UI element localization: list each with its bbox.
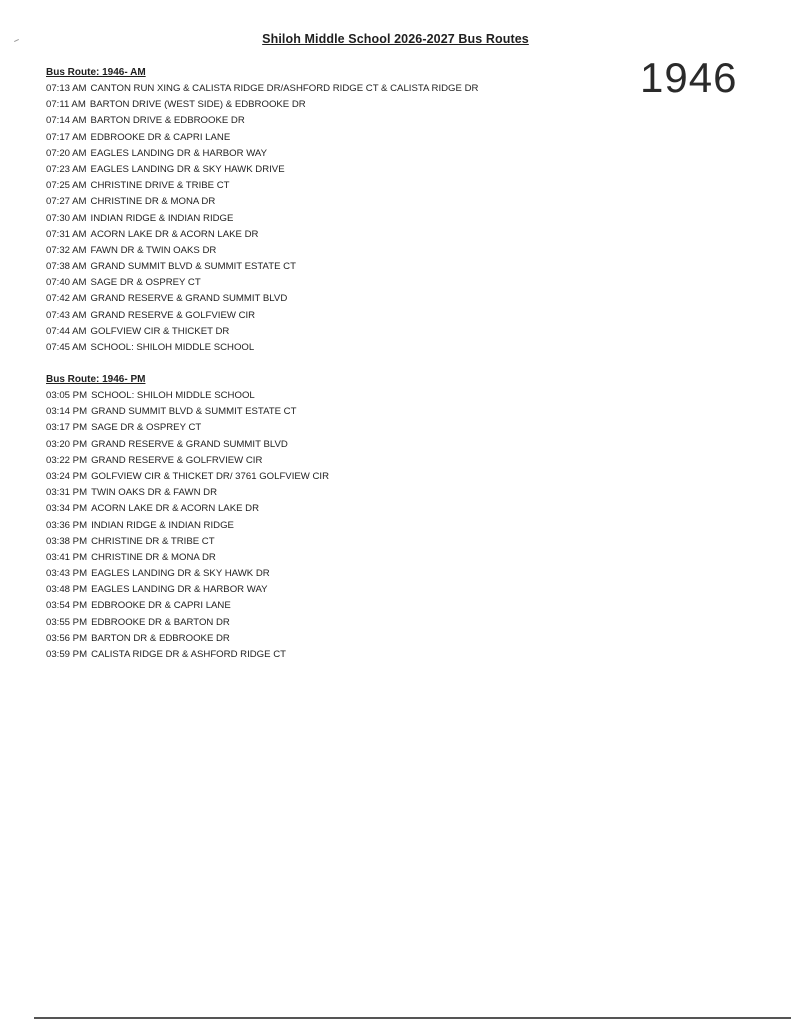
- am-stop-row: [46, 291, 478, 307]
- stop-location: ACORN LAKE DR & ACORN LAKE DR: [90, 228, 259, 240]
- am-stop-row: [46, 97, 478, 113]
- stop-time: 07:14 AM: [46, 115, 87, 127]
- stop-time: 03:36 PM: [46, 519, 88, 531]
- stop-location: GRAND RESERVE & GOLFVIEW CIR: [90, 309, 256, 321]
- am-stop-row: [46, 308, 478, 324]
- stop-time: 03:43 PM: [46, 568, 88, 580]
- stop-time: 07:17 AM: [46, 131, 87, 143]
- pm-stop-row: [46, 501, 329, 517]
- stop-location: EDBROOKE DR & BARTON DR: [91, 616, 230, 628]
- stop-location: SCHOOL: SHILOH MIDDLE SCHOOL: [90, 342, 255, 353]
- stop-location: TWIN OAKS DR & FAWN DR: [91, 487, 218, 499]
- stop-time: 07:32 AM: [46, 244, 87, 256]
- stop-time: 03:38 PM: [46, 535, 88, 547]
- stop-time: 03:14 PM: [46, 406, 88, 418]
- stop-time: 07:20 AM: [46, 147, 87, 159]
- am-stop-row: [46, 194, 478, 210]
- am-stop-row: [46, 178, 478, 194]
- pm-stop-row: [46, 420, 329, 436]
- stop-time: 03:56 PM: [46, 632, 88, 644]
- route-number: 1946: [640, 54, 738, 101]
- stop-location: SAGE DR & OSPREY CT: [91, 422, 202, 434]
- pm-stop-row: [46, 631, 329, 647]
- bottom-rule: [34, 1017, 791, 1019]
- stop-location: GOLFVIEW CIR & THICKET DR/ 3761 GOLFVIEW CIR: [91, 470, 330, 482]
- stop-time: 07:31 AM: [46, 228, 87, 240]
- stop-time: 03:24 PM: [46, 470, 88, 482]
- pm-stop-row: [46, 453, 329, 469]
- stop-time: 03:41 PM: [46, 551, 88, 563]
- pm-stop-row: [46, 534, 329, 550]
- stop-location: EDBROOKE DR & CAPRI LANE: [91, 600, 231, 612]
- stop-location: GRAND RESERVE & GRAND SUMMIT BLVD: [90, 293, 288, 305]
- pm-stop-row: [46, 469, 329, 485]
- stop-location: INDIAN RIDGE & INDIAN RIDGE: [90, 212, 234, 224]
- am-route-section: [46, 66, 478, 356]
- stop-time: 07:44 AM: [46, 325, 87, 337]
- pm-route-section: [46, 373, 329, 663]
- stop-location: CHRISTINE DRIVE & TRIBE CT: [90, 180, 230, 192]
- stop-location: CHRISTINE DR & MONA DR: [90, 196, 216, 208]
- pm-stop-row: [46, 404, 329, 420]
- stop-location: GRAND SUMMIT BLVD & SUMMIT ESTATE CT: [90, 261, 296, 273]
- stop-location: EDBROOKE DR & CAPRI LANE: [90, 131, 231, 143]
- pm-stop-row: [46, 550, 329, 566]
- stop-location: GOLFVIEW CIR & THICKET DR: [90, 325, 230, 337]
- pm-stop-row: [46, 647, 329, 663]
- stop-location: CALISTA RIDGE DR & ASHFORD RIDGE CT: [91, 649, 287, 660]
- stop-time: 07:45 AM: [46, 342, 87, 353]
- stop-time: 03:05 PM: [46, 390, 88, 401]
- stop-location: FAWN DR & TWIN OAKS DR: [90, 244, 217, 256]
- stop-time: 07:13 AM: [46, 83, 87, 94]
- pm-stop-row: [46, 582, 329, 598]
- stop-location: CHRISTINE DR & TRIBE CT: [91, 535, 215, 547]
- stop-location: EAGLES LANDING DR & SKY HAWK DR: [91, 568, 270, 580]
- stop-location: CHRISTINE DR & MONA DR: [91, 551, 216, 563]
- stop-location: CANTON RUN XING & CALISTA RIDGE DR/ASHFORD RIDGE CT & CALISTA RIDGE DR: [90, 83, 479, 94]
- stop-time: 03:34 PM: [46, 503, 88, 515]
- am-stop-row: [46, 324, 478, 340]
- am-stop-row: [46, 162, 478, 178]
- stop-location: GRAND SUMMIT BLVD & SUMMIT ESTATE CT: [91, 406, 297, 418]
- stop-location: GRAND RESERVE & GOLFRVIEW CIR: [91, 454, 263, 466]
- am-route-heading: Bus Route: 1946- AM: [46, 67, 146, 78]
- stop-time: 07:42 AM: [46, 293, 87, 305]
- pm-stop-row: [46, 388, 329, 404]
- am-stop-row: [46, 130, 478, 146]
- stop-time: 07:43 AM: [46, 309, 87, 321]
- stop-time: 03:59 PM: [46, 649, 88, 660]
- stop-time: 07:40 AM: [46, 277, 87, 289]
- stop-location: EAGLES LANDING DR & HARBOR WAY: [90, 147, 267, 159]
- stop-location: SCHOOL: SHILOH MIDDLE SCHOOL: [91, 390, 255, 401]
- pm-stop-row: [46, 598, 329, 614]
- stop-time: 03:55 PM: [46, 616, 88, 628]
- stop-location: SAGE DR & OSPREY CT: [90, 277, 201, 289]
- stop-time: 03:20 PM: [46, 438, 88, 450]
- stop-time: 07:30 AM: [46, 212, 87, 224]
- am-stop-row: [46, 340, 478, 356]
- am-stop-row: [46, 146, 478, 162]
- am-stop-row: [46, 275, 478, 291]
- stop-time: 07:27 AM: [46, 196, 87, 208]
- stop-location: INDIAN RIDGE & INDIAN RIDGE: [91, 519, 234, 531]
- stop-time: 03:17 PM: [46, 422, 88, 434]
- am-stop-list: [46, 81, 478, 356]
- stop-time: 07:23 AM: [46, 163, 87, 175]
- am-stop-row: [46, 211, 478, 227]
- stop-location: BARTON DRIVE (WEST SIDE) & EDBROOKE DR: [89, 99, 306, 111]
- pm-stop-list: [46, 388, 329, 663]
- stop-location: BARTON DR & EDBROOKE DR: [91, 632, 230, 644]
- pm-stop-row: [46, 485, 329, 501]
- am-stop-row: [46, 113, 478, 129]
- stop-time: 03:54 PM: [46, 600, 88, 612]
- stop-time: 07:25 AM: [46, 180, 87, 192]
- stop-time: 03:48 PM: [46, 584, 88, 596]
- pm-stop-row: [46, 518, 329, 534]
- pm-stop-row: [46, 437, 329, 453]
- page-title: Shiloh Middle School 2026-2027 Bus Routes: [262, 32, 529, 46]
- stop-time: 07:38 AM: [46, 261, 87, 273]
- pm-stop-row: [46, 566, 329, 582]
- pm-route-heading: Bus Route: 1946- PM: [46, 374, 146, 385]
- stop-location: BARTON DRIVE & EDBROOKE DR: [90, 115, 245, 127]
- stop-location: GRAND RESERVE & GRAND SUMMIT BLVD: [91, 438, 288, 450]
- stop-location: EAGLES LANDING DR & HARBOR WAY: [91, 584, 268, 596]
- stop-time: 03:31 PM: [46, 487, 88, 499]
- stop-time: 03:22 PM: [46, 454, 88, 466]
- am-stop-row: [46, 227, 478, 243]
- am-stop-row: [46, 81, 478, 97]
- stop-time: 07:11 AM: [46, 99, 86, 111]
- stop-location: ACORN LAKE DR & ACORN LAKE DR: [91, 503, 260, 515]
- pm-stop-row: [46, 615, 329, 631]
- am-stop-row: [46, 259, 478, 275]
- stop-location: EAGLES LANDING DR & SKY HAWK DRIVE: [90, 163, 285, 175]
- am-stop-row: [46, 243, 478, 259]
